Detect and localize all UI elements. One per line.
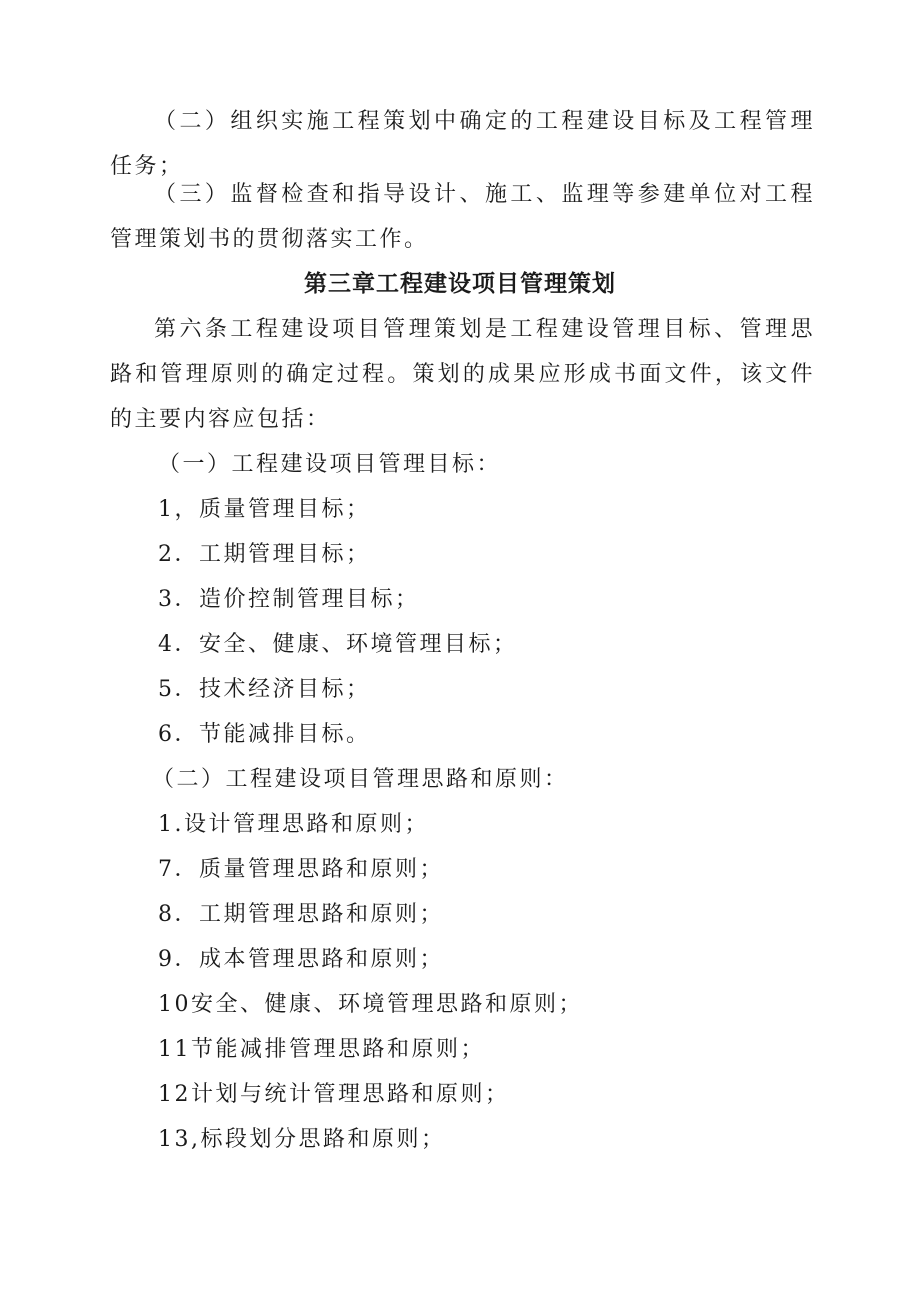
chapter-heading: 第三章工程建设项目管理策划 — [304, 271, 616, 297]
list-item: 9．成本管理思路和原则； — [158, 947, 444, 972]
paragraph-article-six: 第六条工程建设项目管理策划是工程建设管理目标、管理思路和管理原则的确定过程。策划的成果应形成书面文件，该文件的主要内容应包括： — [110, 317, 815, 432]
list-item: 12计划与统计管理思路和原则； — [158, 1082, 510, 1107]
section-one-title: （一）工程建设项目管理目标： — [158, 452, 502, 477]
list-item: 3．造价控制管理目标； — [158, 587, 420, 612]
list-item: 1，质量管理目标； — [158, 497, 371, 522]
list-item: 2．工期管理目标； — [158, 542, 371, 567]
list-item: 11节能减排管理思路和原则； — [158, 1037, 485, 1062]
list-item: 10安全、健康、环境管理思路和原则； — [158, 992, 583, 1017]
section-two-title: （二）工程建设项目管理思路和原则： — [152, 767, 569, 792]
paragraph-organize-implementation: （二）组织实施工程策划中确定的工程建设目标及工程管理任务； — [110, 109, 815, 179]
list-item: 1.设计管理思路和原则； — [158, 812, 429, 837]
list-item: 5．技术经济目标； — [158, 677, 371, 702]
list-item: 4．安全、健康、环境管理目标； — [158, 632, 518, 657]
list-item: 6．节能减排目标。 — [158, 722, 371, 747]
paragraph-supervise-inspect: （三）监督检查和指导设计、施工、监理等参建单位对工程管理策划书的贯彻落实工作。 — [110, 182, 815, 252]
list-item: 8．工期管理思路和原则； — [158, 902, 444, 927]
list-item: 13,标段划分思路和原则； — [158, 1127, 446, 1152]
list-item: 7．质量管理思路和原则； — [158, 857, 444, 882]
